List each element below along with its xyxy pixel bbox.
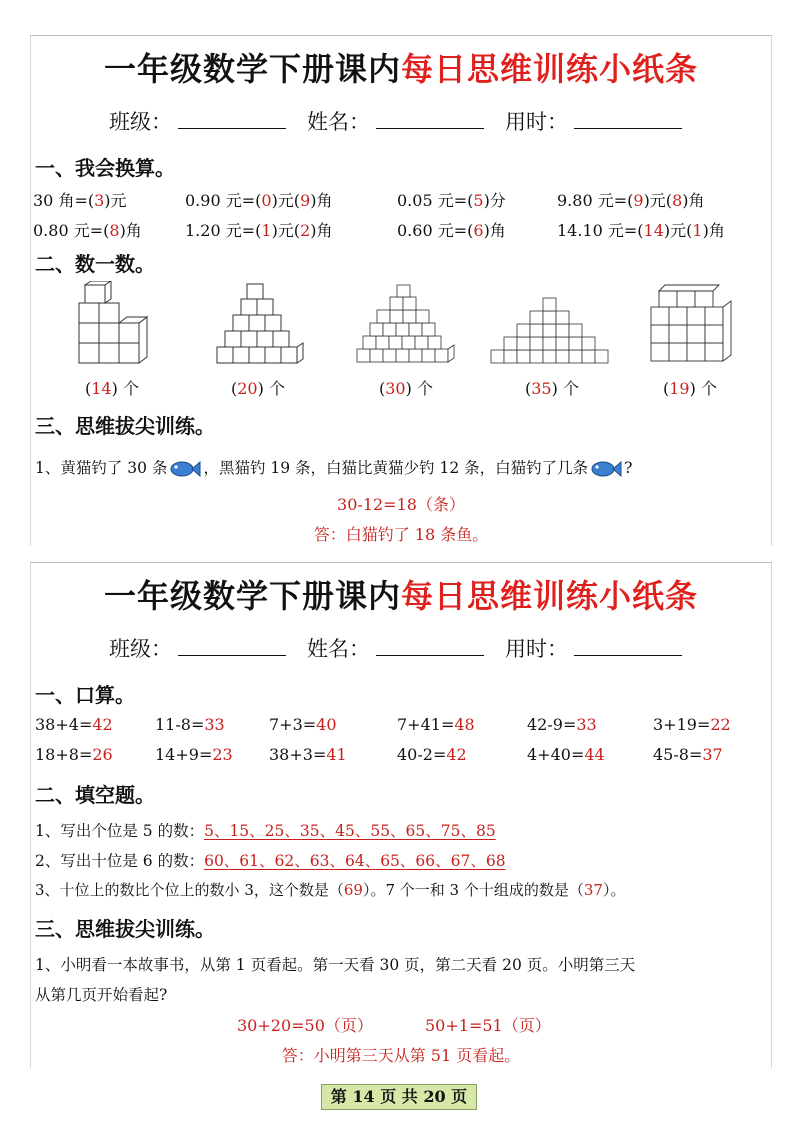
count-answer: (30) 个 [379,379,433,398]
name-label: 姓名： [307,110,370,134]
fill-question-3: 3、十位上的数比个位上的数小 3，这个数是（69）。7 个一和 3 个十组成的数是（37）。 [35,881,626,899]
equation-answer-2: 50+1=51（页） [425,1016,551,1035]
time-blank[interactable] [574,108,682,129]
worksheet-title [31,44,771,90]
section-heading: 二、数一数。 [35,252,155,276]
title-red-part: 每日思维训练小纸条 [401,50,699,88]
worksheet-1 [30,35,772,546]
calc-item: 7+41=48 [397,715,475,734]
fish-icon [169,458,201,480]
section-heading: 一、口算。 [35,683,135,707]
calc-item: 38+3=41 [269,745,347,764]
time-field [505,106,682,136]
time-field [505,633,682,663]
cube-stack-figure-1 [75,281,155,367]
class-blank[interactable] [178,635,286,656]
calc-item: 45-8=37 [653,745,723,764]
calc-item: 4+40=44 [527,745,605,764]
name-label: 姓名： [307,637,370,661]
title-red-part: 每日思维训练小纸条 [401,577,699,615]
fill-answer-1: 5、15、25、35、45、55、65、75、85 [204,822,496,840]
name-field [307,106,484,136]
conversion-item: 0.60 元=(6)角 [397,221,506,240]
calc-item: 7+3=40 [269,715,337,734]
calc-item: 40-2=42 [397,745,467,764]
count-answer: (14) 个 [85,379,139,398]
class-field [109,106,286,136]
calc-item: 3+19=22 [653,715,731,734]
final-answer: 答：小明第三天从第 51 页看起。 [281,1046,521,1065]
equation-answer: 30-12=18（条） [337,495,465,514]
class-label: 班级： [109,637,172,661]
class-blank[interactable] [178,108,286,129]
fill-answer-2: 60、61、62、63、64、65、66、67、68 [204,852,506,870]
cube-pyramid-figure-3 [353,281,465,367]
title-black-part: 一年级数学下册课内 [103,50,401,88]
time-blank[interactable] [574,635,682,656]
count-answer: (19) 个 [663,379,717,398]
page-number-footer: 第 14 页 共 20 页 [321,1084,477,1110]
conversion-item: 30 角=(3)元 [33,191,127,210]
cube-pyramid-figure-4 [487,286,613,366]
calc-item: 18+8=26 [35,745,113,764]
fill-question-1: 1、写出个位是 5 的数：5、15、25、35、45、55、65、75、85 [35,822,496,840]
conversion-item: 0.90 元=(0)元(9)角 [185,191,333,210]
name-blank[interactable] [376,635,484,656]
calc-item: 11-8=33 [155,715,225,734]
conversion-item: 1.20 元=(1)元(2)角 [185,221,333,240]
name-field [307,633,484,663]
conversion-item: 0.05 元=(5)分 [397,191,506,210]
cube-block-figure-5 [647,281,737,367]
name-blank[interactable] [376,108,484,129]
count-answer: (35) 个 [525,379,579,398]
section-heading: 二、填空题。 [35,783,155,807]
calc-item: 42-9=33 [527,715,597,734]
section-heading: 三、思维拔尖训练。 [35,917,215,941]
section-heading: 三、思维拔尖训练。 [35,414,215,438]
time-label: 用时： [505,637,568,661]
word-problem: 1、黄猫钓了 30 条 ，黑猫钓 19 条，白猫比黄猫少钓 12 条，白猫钓了几条 ? [35,456,632,480]
fish-icon [590,458,622,480]
class-field [109,633,286,663]
cube-stack-figure-2 [213,281,309,367]
worksheet-2 [30,562,772,1068]
conversion-item: 14.10 元=(14)元(1)角 [557,221,725,240]
calc-item: 14+9=23 [155,745,233,764]
equation-answer-1: 30+20=50（页） [237,1016,373,1035]
fill-question-2: 2、写出十位是 6 的数：60、61、62、63、64、65、66、67、68 [35,852,506,870]
count-answer: (20) 个 [231,379,285,398]
section-heading: 一、我会换算。 [35,156,175,180]
final-answer: 答：白猫钓了 18 条鱼。 [313,525,489,544]
word-problem-line-1: 1、小明看一本故事书，从第 1 页看起。第一天看 30 页，第二天看 20 页。小明第三天 [35,956,636,974]
conversion-item: 0.80 元=(8)角 [33,221,142,240]
calc-item: 38+4=42 [35,715,113,734]
class-label: 班级： [109,110,172,134]
conversion-item: 9.80 元=(9)元(8)角 [557,191,705,210]
worksheet-title [31,571,771,617]
time-label: 用时： [505,110,568,134]
title-black-part: 一年级数学下册课内 [103,577,401,615]
word-problem-line-2: 从第几页开始看起? [35,986,168,1004]
